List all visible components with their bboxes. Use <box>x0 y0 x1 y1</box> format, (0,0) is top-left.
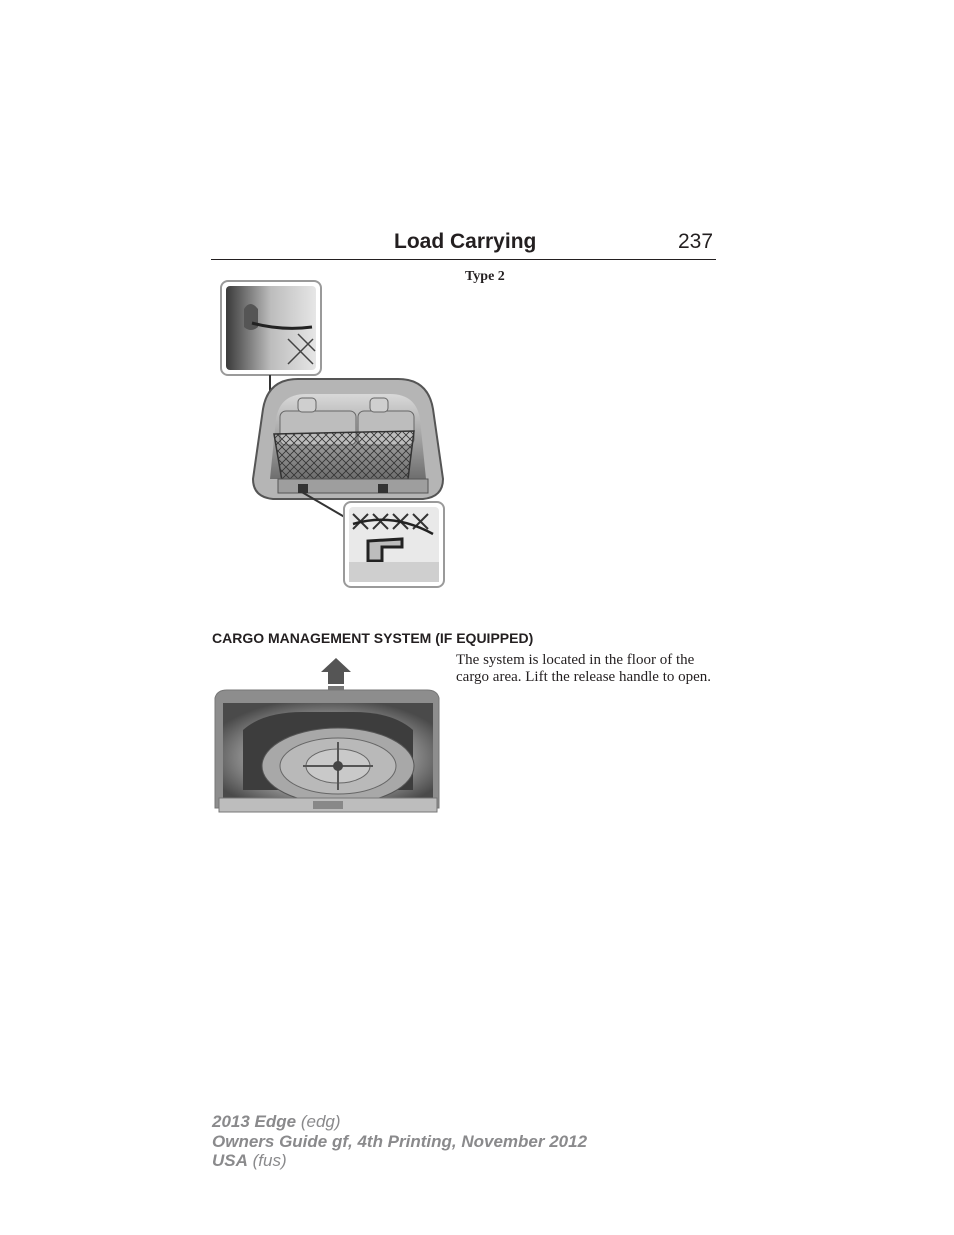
footer-line-1 <box>212 1112 587 1132</box>
footer-model-code: (edg) <box>300 1112 341 1131</box>
vehicle-rear-view <box>253 379 443 499</box>
footer-market: USA <box>212 1151 248 1170</box>
cargo-net-illustration <box>218 279 448 591</box>
header-rule <box>211 259 716 260</box>
footer-line-3 <box>212 1151 587 1171</box>
cargo-floor-illustration <box>213 658 443 816</box>
footer <box>212 1112 587 1171</box>
hook-detail-inset-top <box>221 281 321 375</box>
footer-market-code: (fus) <box>252 1151 287 1170</box>
footer-line-2 <box>212 1132 587 1152</box>
hook-detail-inset-bottom <box>344 502 444 587</box>
footer-model: 2013 Edge <box>212 1112 297 1131</box>
figure-caption: Type 2 <box>465 269 505 284</box>
footer-guide-info: Owners Guide gf, 4th Printing, November 2012 <box>212 1131 588 1151</box>
section-body-text: The system is located in the floor of the cargo area. Lift the release handle to open. <box>456 652 712 685</box>
section-title: Load Carrying <box>394 230 537 253</box>
page-number: 237 <box>678 230 714 253</box>
section-heading: CARGO MANAGEMENT SYSTEM (IF EQUIPPED) <box>212 630 534 646</box>
